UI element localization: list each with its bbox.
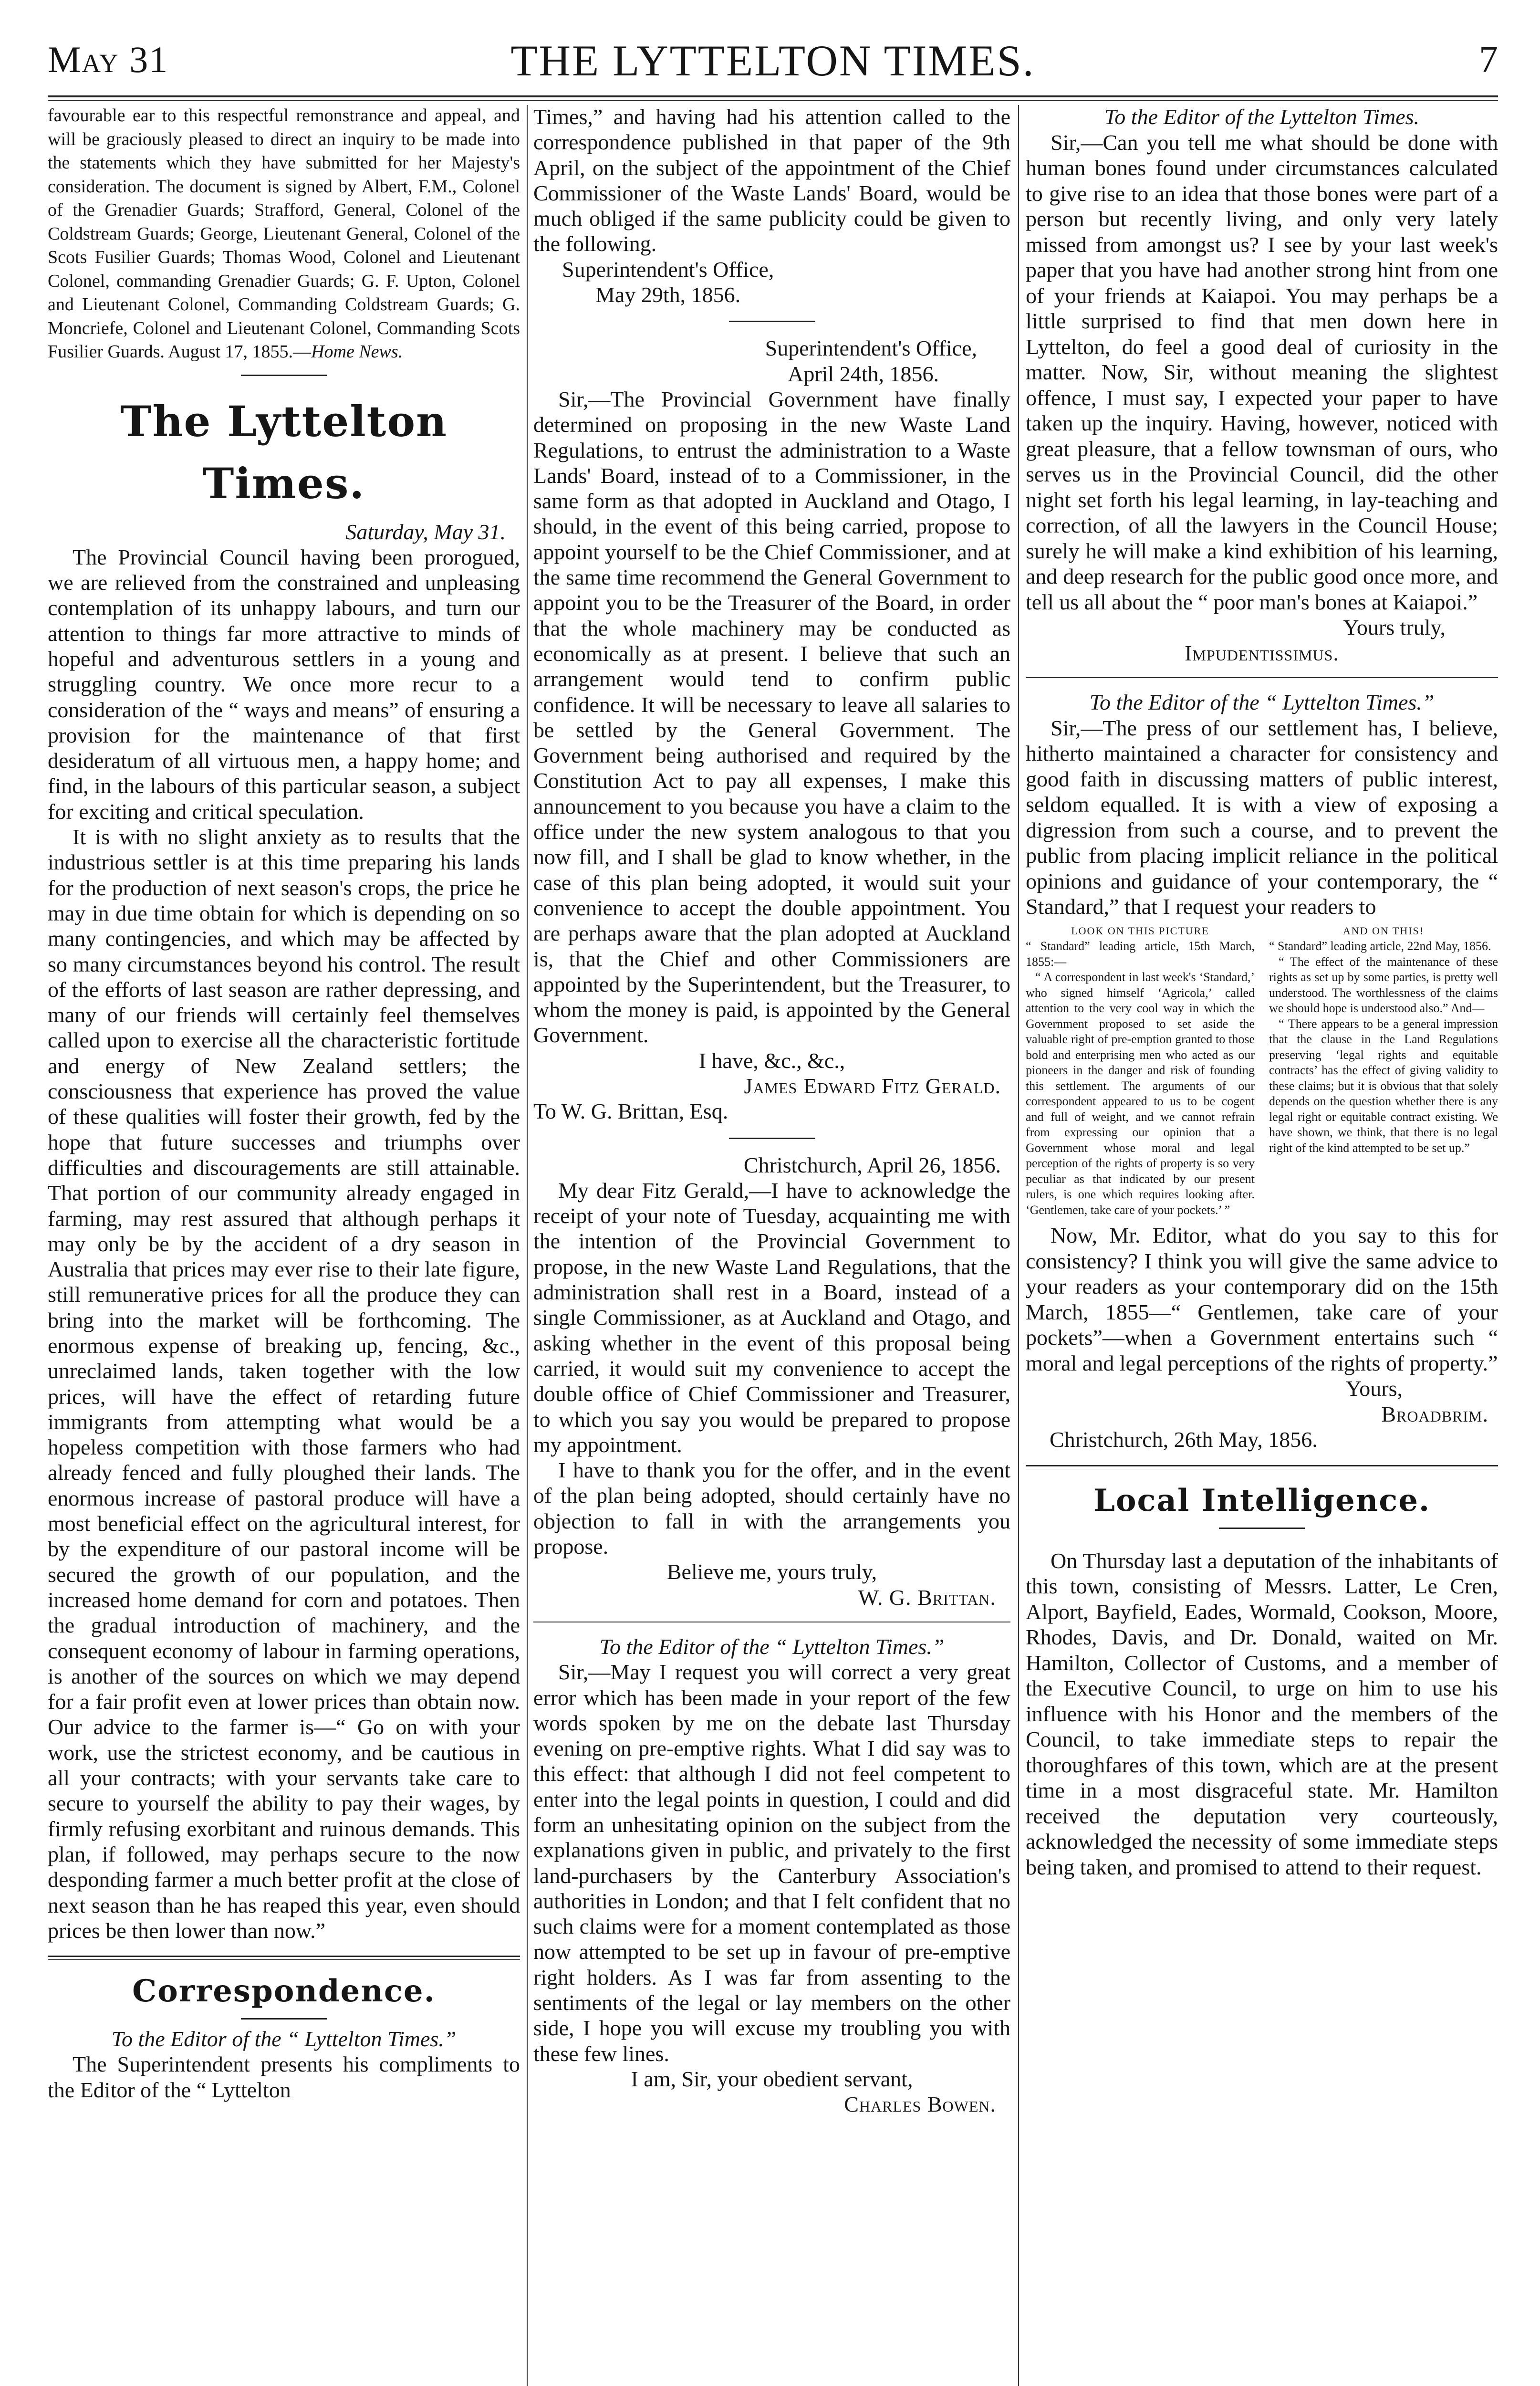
letter-closing: Yours, <box>1345 1376 1403 1401</box>
divider <box>48 1956 520 1960</box>
masthead-rule <box>48 95 1498 101</box>
letter-signature: James Edward Fitz Gerald. <box>744 1073 1001 1098</box>
page-number: 7 <box>1479 39 1498 81</box>
comparison-quote: “ There appears to be a general impression that the clause in the Land Regulations preserving ‘legal rights and equitable contracts’ has the effect of giving validity to these claims; but it is obvious that that solely depends on the question whether there is any legal right or equitable contract existing. We have shown, we think, that there is no legal right of the kind attempted to be set up.” <box>1269 1016 1498 1155</box>
letter-closing: Yours truly, <box>1343 615 1446 639</box>
divider <box>241 2018 327 2020</box>
comparison-source: “ Standard” leading article, 15th March, 1855:— <box>1026 939 1255 969</box>
letter-salutation: To the Editor of the “ Lyttelton Times.” <box>599 1634 945 1659</box>
letter-place: Superintendent's Office, <box>765 336 977 361</box>
column-rule <box>527 105 528 2386</box>
divider <box>729 1138 815 1139</box>
letter-body: Sir,—The press of our settlement has, I believe, hitherto maintained a character for consistency and good faith in discussing matters of public interest, seldom equalled. It is with a view of exposing a digression from such a course, and to prevent the public from placing implicit reliance in the political opinions and guidance of your contemporary, the “ Standard,” that I request your readers to <box>1026 715 1498 919</box>
correspondence-title: Correspondence. <box>132 1973 436 2009</box>
section-title: The Lyttelton Times. <box>120 396 447 508</box>
column-rule <box>1018 105 1019 2386</box>
divider <box>1026 677 1498 678</box>
divider <box>241 375 327 376</box>
comparison-left <box>1026 923 1255 1218</box>
letter-body: I have to thank you for the offer, and in the event of the plan being adopted, should certainly have no objection to fall in with the arrangements you propose. <box>533 1458 1010 1559</box>
column-3 <box>1026 104 1498 2386</box>
letter-dateline: Christchurch, April 26, 1856. <box>743 1152 1001 1177</box>
comparison-heading: LOOK ON THIS PICTURE <box>1071 924 1209 937</box>
letter-salutation: To the Editor of the “ Lyttelton Times.” <box>1089 690 1435 714</box>
editorial-paragraph: It is with no slight anxiety as to results that the industrious settler is at this time preparing his lands for the production of next season's crops, the price he may in due time obtain for which is depending on so many contingencies, and which may be affected by so many circumstances beyond his control. The result of the efforts of last season are rather depressing, and many of our friends will certainly feel themselves called upon to exercise all the characteristic fortitude and energy of New Zealand settlers; the consciousness that experience has proved the value of these qualities will foster their growth, fed by the hope that future successes and triumphs over difficulties and discouragements are still attainable. That portion of our community already engaged in farming, may rest assured that although perhaps it may only be by the accident of a dry season in Australia that prices may ever rise to their late figure, still remunerative prices for all the produce they can bring into the market will be forthcoming. The enormous expense of breaking up, fencing, &c., unreclaimed lands, taken together with the low prices, will have the effect of retarding future immigrants from attempting what would be a hopeless competition with those farmers who had already fenced and fully ploughed their lands. The enormous increase of pastoral produce will have a most beneficial effect on the agricultural interest, for by the expenditure of our pastoral income will be secured the growth of our population, and the increased home demand for corn and potatoes. Then the gradual introduction of machinery, and the consequent economy of labour in farming operations, is another of the sources on which we may depend for a fair profit even at lower prices than obtain now. Our advice to the farmer is—“ Go on with your work, use the strictest economy, and be cautious in all your contracts; with your servants take care to secure to yourself the ability to pay their wages, by firmly refusing exorbitant and ruinous demands. This plan, if followed, may perhaps secure to the now desponding farmer a much better profit at the close of next season than he has reaped this year, even should prices be then lower than now.” <box>48 825 520 1943</box>
letter-signature: W. G. Brittan. <box>858 1585 996 1610</box>
news-continuation: favourable ear to this respectful remonstrance and appeal, and will be graciously pleased to direct an inquiry to be made into the statements which they have submitted for her Majesty's consideration. The document is signed by Albert, F.M., Colonel of the Grenadier Guards; Strafford, General, Colonel of the Coldstream Guards; George, Lieutenant General, Colonel of the Scots Fusilier Guards; Thomas Wood, Colonel and Lieutenant Colonel, commanding Grenadier Guards; G. F. Upton, Colonel and Lieutenant Colonel, Commanding Coldstream Guards; G. Moncriefe, Colonel and Lieutenant Colonel, Commanding Scots Fusilier Guards. August 17, 1855.—Home News. <box>48 105 520 362</box>
editorial-paragraph: The Provincial Council having been prorogued, we are relieved from the constrained and unpleasing contemplation of its unhappy labours, and turn our attention to things far more attractive to minds of hopeful and adventurous settlers in a young and struggling country. We once more recur to a consideration of the “ ways and means” of ensuring a provision for the maintenance of that first desideratum of all virtuous men, a happy home; and find, in the labours of this particular season, a subject for exciting and critical speculation. <box>48 544 520 824</box>
editorial-dateline: Saturday, May 31. <box>345 519 506 544</box>
comparison-quote: “ The effect of the maintenance of these rights as set up by some parties, is pretty well understood. The worthlessness of the claims we should hope is understood also.” And— <box>1269 954 1498 1015</box>
letter-dateline: Christchurch, 26th May, 1856. <box>1050 1427 1318 1452</box>
letter-place: Superintendent's Office, <box>562 257 774 282</box>
divider <box>1219 1528 1305 1529</box>
newspaper-title: THE LYTTELTON TIMES. <box>510 36 1035 85</box>
letter-body: Sir,—Can you tell me what should be done with human bones found under circumstances calculated to give rise to an idea that those bones were part of a person but recently living, and only very lately missed from amongst us? I see by your last week's paper that you have had another strong hint from one of your friends at Kaiapoi. You may perhaps be a little surprised to find that men down here in Lyttelton, do feel a good deal of curiosity in the matter. Now, Sir, without meaning the slightest offence, I must say, I expected your paper to have taken up the inquiry. Having, however, noticed with great pleasure, that a fellow townsman of ours, who serves us in the Provincial Council, did the other night set forth his legal learning, in lay-teaching and correction, of all the lawyers in the Council House; surely he will make a kind exhibition of his learning, and deep research for the public good once more, and tell us all about the “ poor man's bones at Kaiapoi.” <box>1026 130 1498 614</box>
letter-salutation: To the Editor of the “ Lyttelton Times.” <box>111 2027 457 2051</box>
column-2 <box>533 104 1010 2386</box>
letter-date: May 29th, 1856. <box>595 283 741 307</box>
letter-closing: Believe me, yours truly, <box>666 1559 877 1584</box>
letter-signature: Impudentissimus. <box>1185 640 1339 665</box>
letter-signature: Charles Bowen. <box>844 2092 996 2117</box>
letter-body: Now, Mr. Editor, what do you say to this for consistency? I think you will give the same advice to your readers as your contemporary did on the 15th March, 1855—“ Gentlemen, take care of your pockets”—when a Government entertains such “ moral and legal perceptions of the rights of property.” <box>1026 1223 1498 1375</box>
letter-closing: I have, &c., &c., <box>698 1048 845 1073</box>
letter-body: The Superintendent presents his compliments to the Editor of the “ Lyttelton <box>48 2052 520 2102</box>
letter-closing: I am, Sir, your obedient servant, <box>631 2066 913 2091</box>
letter-body: Sir,—The Provincial Government have finally determined on proposing in the new Waste Land Regulations, to entrust the administration to a Waste Lands' Board, instead of to a Commissioner, in the same form as that adopted in Auckland and Otago, I should, in the event of this being carried, propose to appoint yourself to be the Chief Commissioner, and at the same time recommend the General Government to appoint you to be the Treasurer of the Board, in order that the whole machinery may be conducted as economically as at present. I believe that such an arrangement would tend to confirm public confidence. It will be necessary to leave all salaries to be settled by the General Government. The Government being authorised and required by the Constitution Act to pay all expenses, I make this announcement to you because you have a claim to the office under the new system analogous to that you now fill, and I shall be glad to know whether, in the case of this plan being adopted, it would suit your convenience to accept the double appointment. You are perhaps aware that the plan adopted at Auckland is, that the Chief and other Commissioners are appointed by the Superintendent, but the Treasurer, to whom the money is paid, is appointed by the General Government. <box>533 387 1010 1047</box>
letter-body: My dear Fitz Gerald,—I have to acknowledge the receipt of your note of Tuesday, acquainting me with the intention of the Provincial Government to propose, in the new Waste Land Regulations, that the administration shall rest in a Board, instead of a single Commissioner, as at Auckland and Otago, and asking whether in the event of this proposal being carried, it would suit my convenience to accept the double office of Chief Commissioner and Treasurer, to which you say you would be prepared to propose my appointment. <box>533 1178 1010 1457</box>
masthead <box>48 28 1498 99</box>
comparison-source: “ Standard” leading article, 22nd May, 1856. <box>1269 939 1491 953</box>
local-intelligence-body: On Thursday last a deputation of the inhabitants of this town, consisting of Messrs. Latter, Le Cren, Alport, Bayfield, Eades, Wormald, Cookson, Moore, Rhodes, Davis, and Dr. Donald, waited on Mr. Hamilton, Collector of Customs, and a member of the Executive Council, to urge on him to use his influence with his Honor and the members of the Council, to take immediate steps to repair the thoroughfares of this town, which are at the present time in a most disgraceful state. Mr. Hamilton received the deputation very courteously, acknowledged the necessity of some immediate steps being taken, and promised to attend to their request. <box>1026 1548 1498 1879</box>
local-intelligence-title: Local Intelligence. <box>1093 1482 1431 1518</box>
divider <box>729 321 815 322</box>
news-source: Home News. <box>311 342 403 362</box>
column-1 <box>48 104 520 2386</box>
comparison-box <box>1026 923 1498 1218</box>
letter-body: Times,” and having had his attention called to the correspondence published in that paper of the 9th April, on the subject of the appointment of the Chief Commissioner of the Waste Lands' Board, would be much obliged if the same publicity could be given to the following. <box>533 105 1010 256</box>
divider <box>1026 1465 1498 1469</box>
letter-body: Sir,—May I request you will correct a very great error which has been made in your report of the few words spoken by me on the debate last Thursday evening on pre-emptive rights. What I did say was to this effect: that although I did not feel competent to enter into the legal points in question, I could and did form an unhesitating opinion on the subject from the explanations given in public, and privately to the first land-purchasers by the Canterbury Association's authorities in London; and that I felt confident that no such claims were for a moment contemplated as those now attempted to be set up in favour of pre-emptive right holders. As I was far from assenting to the sentiments of the legal or lay members on the other side, I hope you will excuse my troubling you with these few lines. <box>533 1660 1010 2066</box>
comparison-quote: “ A correspondent in last week's ‘Standard,’ who signed himself ‘Agricola,’ called attention to the very cool way in which the Government proposed to set aside the valuable right of pre-emption granted to those bold and enterprising men who acted as our pioneers in the danger and risk of founding this settlement. The arguments of our correspondent appeared to us to be cogent and full of weight, and we cannot refrain from expressing our opinion that a Government whose moral and legal perception of the rights of property is so very peculiar as that indicated by our present rulers, is one which requires looking after. ‘Gentlemen, take care of your pockets.’ ” <box>1026 970 1255 1217</box>
comparison-right <box>1269 923 1498 1218</box>
comparison-heading: AND ON THIS! <box>1342 924 1425 937</box>
letter-salutation: To the Editor of the Lyttelton Times. <box>1104 105 1420 129</box>
issue-date: May 31 <box>48 39 169 80</box>
letter-date: April 24th, 1856. <box>788 361 939 386</box>
letter-signature: Broadbrim. <box>1381 1402 1488 1426</box>
letter-addressee: To W. G. Brittan, Esq. <box>533 1099 728 1124</box>
